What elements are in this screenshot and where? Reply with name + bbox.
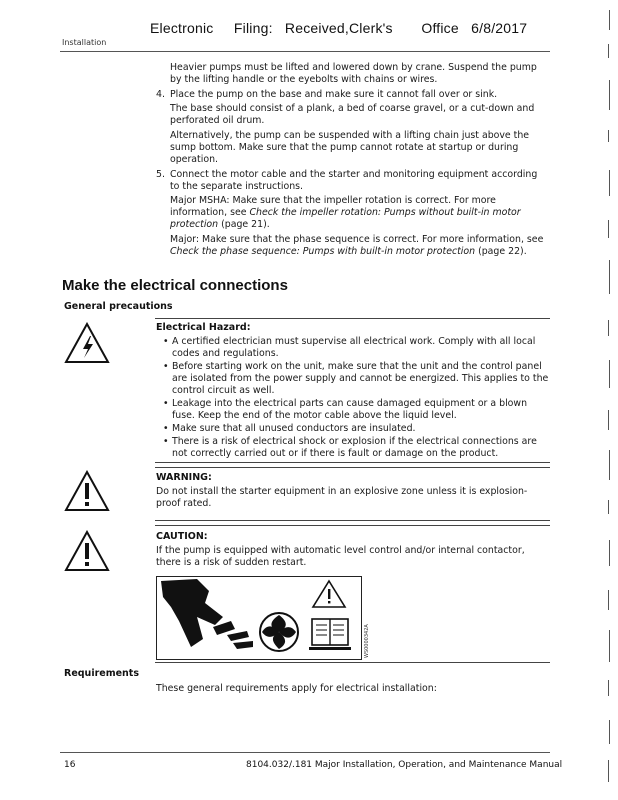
caution-title: CAUTION: [156,531,208,542]
caution-text: If the pump is equipped with automatic level control and/or internal contactor, there is a risk of sudden restart. [156,545,525,568]
page-number: 16 [64,760,76,770]
footer-rule [60,752,550,753]
general-precautions-heading: General precautions [64,301,173,312]
step-5-note-major [170,234,548,258]
phase-sequence-link[interactable]: Check the phase sequence: Pumps with built-in motor protection [170,246,476,257]
filing-stamp: Electronic Filing: Received,Clerk's Office 6/8/2017 [150,20,528,36]
step-4-note-alternative: Alternatively, the pump can be suspended with a lifting chain just above the sump bottom. Make sure that the pump cannot rotate at startup or during operation. [170,130,530,165]
step-5-text: Connect the motor cable and the starter and monitoring equipment according to the separate instructions. [170,169,538,192]
section-title: Make the electrical connections [62,277,288,294]
electrical-hazard-list [162,336,550,461]
requirements-heading: Requirements [64,668,140,679]
warning-title: WARNING: [156,472,212,483]
step-4-note-base: The base should consist of a plank, a bed of coarse gravel, or a cut-down and perforated oil drum. [170,103,535,126]
manual-title: 8104.032/.181 Major Installation, Operation, and Maintenance Manual [246,760,563,770]
hazard-item: • Before starting work on the unit, make sure that the unit and the control panel are isolated from the power supply and cannot be energized. This applies to the control circuit as well. [162,361,550,397]
sudden-restart-pictogram [156,576,362,660]
major-note-page: (page 22). [475,246,527,257]
msha-note-page: (page 21). [218,219,270,230]
step-4 [156,89,548,101]
electrical-hazard-title: Electrical Hazard: [156,322,251,333]
step-5-note-msha [170,195,548,231]
warning-text: Do not install the starter equipment in an explosive zone unless it is explosion-proof rated. [156,486,528,509]
figure-code: WS0000342A [364,624,370,658]
step-intro: Heavier pumps must be lifted and lowered down by crane. Suspend the pump by the lifting handle or the eyebolts with chains or wires. [170,62,537,85]
warning-bottom-rule [155,520,550,521]
header-rule [60,51,550,52]
requirements-text: These general requirements apply for electrical installation: [156,683,437,694]
caution-icon [64,530,110,576]
step-5-number: 5. [156,169,165,180]
warning-icon [64,470,110,516]
hazard-bottom-rule [155,462,550,463]
electrical-hazard-icon [64,322,110,368]
hazard-item: • Make sure that all unused conductors are insulated. [162,423,550,435]
step-4-number: 4. [156,89,165,100]
hazard-item: • A certified electrician must supervise all electrical work. Comply with all local codes and regulations. [162,336,550,360]
installation-steps [156,62,548,261]
step-5 [156,169,548,193]
hazard-top-rule [155,318,550,319]
major-note-text: Major: Make sure that the phase sequence is correct. For more information, see [170,234,544,245]
caution-bottom-rule [155,662,550,663]
msha-note-text: Major MSHA: Make sure that the impeller rotation is correct. For more information, see [170,195,496,218]
caution-top-rule [155,525,550,526]
hazard-item: • Leakage into the electrical parts can cause damaged equipment or a blown fuse. Keep the end of the motor cable above the liquid level. [162,398,550,422]
running-head: Installation [62,38,107,47]
scan-margin-strip [603,0,615,800]
warning-top-rule [155,467,550,468]
step-4-text: Place the pump on the base and make sure it cannot fall over or sink. [170,89,498,100]
hazard-item: • There is a risk of electrical shock or explosion if the electrical connections are not correctly carried out or if there is fault or damage on the product. [162,436,550,460]
impeller-rotation-link[interactable]: Check the impeller rotation: Pumps without built-in motor protection [170,207,521,230]
